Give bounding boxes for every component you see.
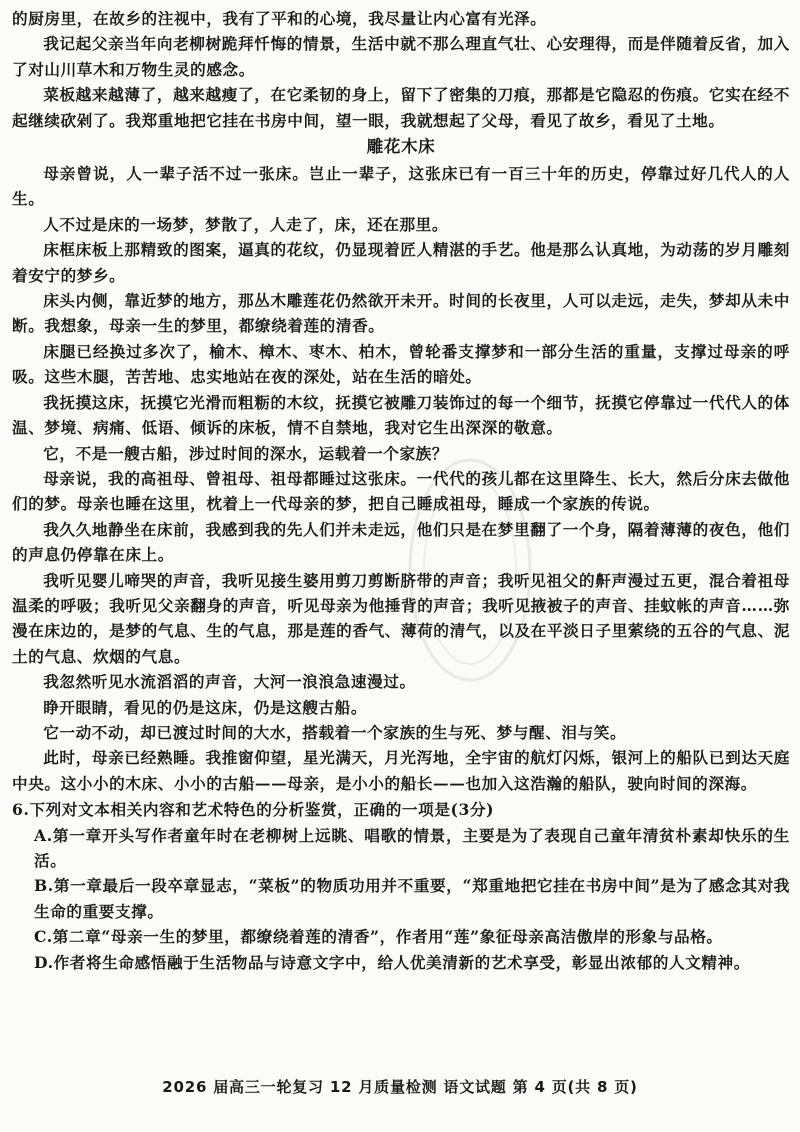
paragraph: 人不过是床的一场梦，梦散了，人走了，床，还在那里。 [43, 214, 449, 234]
paragraph: 菜板越来越薄了，越来越瘦了，在它柔韧的身上，留下了密集的刀痕，那都是它隐忍的伤痕。它实在经不起继续砍剁了。我郑重地把它挂在书房中间，望一眼，我就想起了父母，看见了故乡，看见了土地。 [12, 85, 790, 130]
paragraph: 床框床板上那精致的图案，逼真的花纹，仍显现着匠人精湛的手艺。他是那么认真地，为动荡的岁月雕刻着安宁的梦乡。 [12, 240, 790, 285]
paragraph: 床头内侧，靠近梦的地方，那丛木雕莲花仍然欲开未开。时间的长夜里，人可以走远，走失，梦却从未中断。我想象，母亲一生的梦里，都缭绕着莲的清香。 [12, 291, 790, 336]
article-body [12, 6, 790, 975]
page-footer: 2026 届高三一轮复习 12 月质量检测 语文试题 第 4 页(共 8 页) [162, 1078, 638, 1096]
section-title: 雕花木床 [366, 137, 436, 157]
paragraph: 此时，母亲已经熟睡。我推窗仰望，星光满天，月光泻地，全宇宙的航灯闪烁，银河上的船队已到达天庭中央。这小小的木床、小小的古船——母亲，是小小的船长——也加入这浩瀚的船队，驶向时间的深海。 [12, 748, 790, 793]
option-a: A.第一章开头写作者童年时在老柳树上远眺、唱歌的情景，主要是为了表现自己童年清贫朴素却快乐的生活。 [34, 825, 790, 870]
paragraph: 床腿已经换过多次了，榆木、樟木、枣木、柏木，曾轮番支撑梦和一部分生活的重量，支撑过母亲的呼吸。这些木腿，苦苦地、忠实地站在夜的深处，站在生活的暗处。 [12, 341, 790, 387]
paragraph: 我忽然听见水流滔滔的声音，大河一浪浪急速漫过。 [43, 672, 416, 692]
option-c: C.第二章“母亲一生的梦里，都缭绕着莲的清香”，作者用“莲”象征母亲高洁傲岸的形象与品格。 [34, 927, 723, 947]
paragraph: 母亲曾说，人一辈子活不过一张床。岂止一辈子，这张床已有一百三十年的历史，停靠过好几代人的人生。 [12, 164, 790, 209]
paragraph: 我听见婴儿啼哭的声音，我听见接生婆用剪刀剪断脐带的声音；我听见祖父的鼾声漫过五更，混合着祖母温柔的呼吸；我听见父亲翻身的声音，听见母亲为他捶背的声音；我听见掖被子的声音、挂蚊帐的声音……弥漫在床边的，是梦的气息、生的气息，那是莲的香气、薄荷的清气，以及在平淡日子里萦绕的五谷的气息、泥土的气息、炊烟的气息。 [12, 570, 790, 666]
paragraph: 的厨房里，在故乡的注视中，我有了平和的心境，我尽量让内心富有光泽。 [12, 9, 547, 28]
paragraph: 它，不是一艘古船，涉过时间的深水，运载着一个家族？ [43, 443, 449, 463]
paragraph: 我久久地静坐在床前，我感到我的先人们并未走远，他们只是在梦里翻了一个身，隔着薄薄的夜色，他们的声息仍停靠在床上。 [12, 519, 790, 565]
option-b: B.第一章最后一段卒章显志，“菜板”的物质功用并不重要，“郑重地把它挂在书房中间”是为了感念其对我生命的重要支撑。 [34, 876, 790, 921]
paragraph: 它一动不动，却已渡过时间的大水，搭载着一个家族的生与死、梦与醒、泪与笑。 [43, 722, 627, 742]
paragraph: 我记起父亲当年向老柳树跪拜忏悔的情景，生活中就不那么理直气壮、心安理得，而是伴随着反省，加入了对山川草木和万物生灵的感念。 [12, 34, 790, 79]
paragraph: 我抚摸这床，抚摸它光滑而粗粝的木纹，抚摸它被雕刀装饰过的每一个细节，抚摸它停靠过一代代人的体温、梦境、病痛、低语、倾诉的床板，情不自禁地，我对它生出深深的敬意。 [12, 392, 790, 438]
question-stem: 6.下列对文本相关内容和艺术特色的分析鉴赏，正确的一项是(3分) [12, 800, 495, 820]
paragraph: 母亲说，我的高祖母、曾祖母、祖母都睡过这张床。一代代的孩儿都在这里降生、长大，然后分床去做他们的梦。母亲也睡在这里，枕着上一代母亲的梦，把自己睡成祖母，睡成一个家族的传说。 [12, 468, 790, 514]
option-d: D.作者将生命感悟融于生活物品与诗意文字中，给人优美清新的艺术享受，彰显出浓郁的人文精神。 [34, 952, 750, 972]
paragraph: 睁开眼睛，看见的仍是这床，仍是这艘古船。 [43, 697, 368, 717]
